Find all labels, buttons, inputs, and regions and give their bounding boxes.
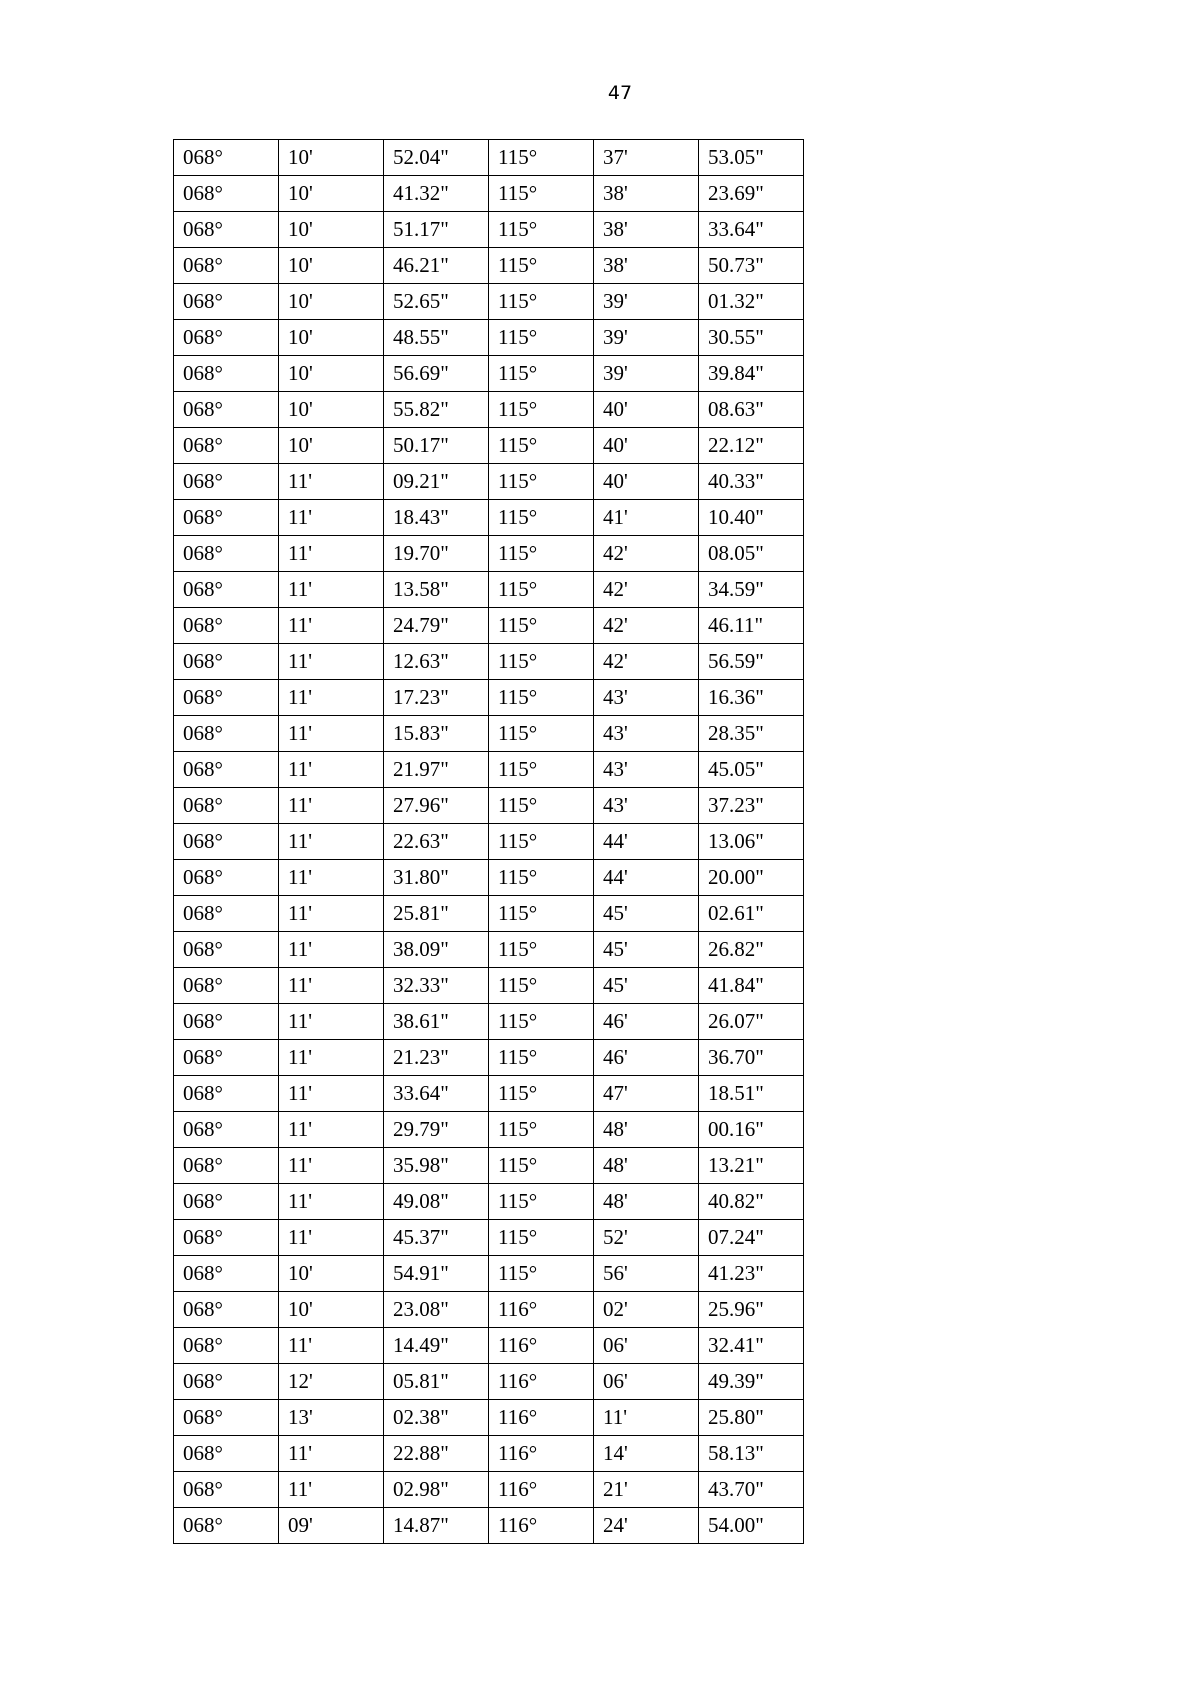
table-cell-lon-minutes: 43' [594,752,699,788]
table-cell-lat-minutes: 11' [279,464,384,500]
table-cell-lat-degrees: 068° [174,464,279,500]
table-cell-lon-degrees: 115° [489,932,594,968]
table-cell-lon-seconds: 41.23" [699,1256,804,1292]
table-row [174,932,804,968]
table-cell-lat-minutes: 11' [279,680,384,716]
table-cell-lat-degrees: 068° [174,572,279,608]
table-cell-lat-minutes: 11' [279,932,384,968]
table-cell-lat-minutes: 10' [279,392,384,428]
table-cell-lon-minutes: 41' [594,500,699,536]
table-cell-lon-seconds: 02.61" [699,896,804,932]
table-cell-lon-degrees: 115° [489,428,594,464]
table-cell-lat-degrees: 068° [174,1364,279,1400]
table-row [174,1004,804,1040]
table-cell-lon-minutes: 40' [594,428,699,464]
table-cell-lat-degrees: 068° [174,608,279,644]
table-cell-lon-minutes: 14' [594,1436,699,1472]
table-cell-lon-degrees: 115° [489,1076,594,1112]
table-cell-lon-minutes: 06' [594,1328,699,1364]
table-cell-lon-degrees: 115° [489,1040,594,1076]
table-cell-lon-seconds: 39.84" [699,356,804,392]
table-cell-lon-minutes: 44' [594,824,699,860]
table-cell-lon-minutes: 42' [594,572,699,608]
table-row [174,536,804,572]
table-cell-lat-degrees: 068° [174,1148,279,1184]
table-row [174,1040,804,1076]
table-cell-lon-degrees: 115° [489,860,594,896]
table-row [174,1328,804,1364]
table-cell-lon-minutes: 11' [594,1400,699,1436]
table-cell-lat-minutes: 10' [279,140,384,176]
table-row [174,608,804,644]
table-cell-lon-seconds: 26.07" [699,1004,804,1040]
table-cell-lat-seconds: 51.17" [384,212,489,248]
table-cell-lon-minutes: 38' [594,248,699,284]
table-cell-lon-minutes: 02' [594,1292,699,1328]
table-cell-lat-seconds: 54.91" [384,1256,489,1292]
table-cell-lat-seconds: 38.61" [384,1004,489,1040]
table-cell-lon-seconds: 58.13" [699,1436,804,1472]
table-cell-lat-seconds: 14.49" [384,1328,489,1364]
table-cell-lon-degrees: 115° [489,284,594,320]
table-cell-lat-degrees: 068° [174,860,279,896]
table-cell-lat-seconds: 55.82" [384,392,489,428]
table-cell-lon-degrees: 115° [489,392,594,428]
table-row [174,140,804,176]
table-cell-lon-minutes: 42' [594,536,699,572]
table-cell-lat-minutes: 11' [279,608,384,644]
table-cell-lon-degrees: 115° [489,572,594,608]
table-cell-lon-seconds: 45.05" [699,752,804,788]
table-cell-lat-seconds: 09.21" [384,464,489,500]
table-row [174,752,804,788]
table-cell-lat-minutes: 11' [279,644,384,680]
table-cell-lat-seconds: 41.32" [384,176,489,212]
table-cell-lat-degrees: 068° [174,140,279,176]
table-cell-lat-minutes: 11' [279,968,384,1004]
table-cell-lon-minutes: 47' [594,1076,699,1112]
table-row [174,284,804,320]
table-row [174,248,804,284]
table-cell-lon-seconds: 13.21" [699,1148,804,1184]
table-cell-lat-seconds: 45.37" [384,1220,489,1256]
table-cell-lon-degrees: 115° [489,536,594,572]
table-row [174,896,804,932]
table-cell-lon-minutes: 48' [594,1148,699,1184]
table-cell-lon-degrees: 115° [489,1256,594,1292]
table-cell-lat-seconds: 46.21" [384,248,489,284]
table-row [174,572,804,608]
page-number: 47 [607,82,633,104]
table-cell-lon-seconds: 07.24" [699,1220,804,1256]
table-cell-lon-degrees: 115° [489,1184,594,1220]
table-cell-lon-seconds: 10.40" [699,500,804,536]
table-cell-lat-seconds: 50.17" [384,428,489,464]
table-cell-lon-degrees: 115° [489,752,594,788]
table-cell-lon-seconds: 40.33" [699,464,804,500]
table-cell-lat-minutes: 11' [279,752,384,788]
table-cell-lat-seconds: 25.81" [384,896,489,932]
table-cell-lat-minutes: 11' [279,1220,384,1256]
table-cell-lon-degrees: 116° [489,1508,594,1544]
table-cell-lon-seconds: 54.00" [699,1508,804,1544]
table-cell-lon-minutes: 42' [594,644,699,680]
table-cell-lon-degrees: 115° [489,896,594,932]
table-cell-lon-seconds: 23.69" [699,176,804,212]
table-cell-lon-degrees: 115° [489,680,594,716]
table-cell-lon-seconds: 43.70" [699,1472,804,1508]
table-cell-lon-minutes: 43' [594,716,699,752]
table-cell-lon-degrees: 115° [489,1220,594,1256]
table-cell-lat-minutes: 12' [279,1364,384,1400]
table-row [174,1364,804,1400]
table-cell-lat-degrees: 068° [174,176,279,212]
table-cell-lat-degrees: 068° [174,824,279,860]
table-row [174,176,804,212]
table-cell-lat-seconds: 38.09" [384,932,489,968]
table-cell-lon-seconds: 34.59" [699,572,804,608]
table-cell-lon-seconds: 18.51" [699,1076,804,1112]
table-cell-lat-seconds: 19.70" [384,536,489,572]
table-row [174,968,804,1004]
table-cell-lat-minutes: 11' [279,1184,384,1220]
table-cell-lat-degrees: 068° [174,716,279,752]
table-cell-lat-degrees: 068° [174,896,279,932]
table-cell-lat-degrees: 068° [174,1508,279,1544]
table-cell-lon-seconds: 56.59" [699,644,804,680]
table-cell-lon-degrees: 116° [489,1472,594,1508]
table-cell-lat-degrees: 068° [174,968,279,1004]
table-row [174,680,804,716]
table-cell-lon-minutes: 48' [594,1112,699,1148]
table-cell-lat-degrees: 068° [174,320,279,356]
table-cell-lat-degrees: 068° [174,1436,279,1472]
table-cell-lat-seconds: 02.98" [384,1472,489,1508]
table-cell-lon-seconds: 20.00" [699,860,804,896]
table-cell-lon-minutes: 43' [594,788,699,824]
table-cell-lon-seconds: 32.41" [699,1328,804,1364]
table-cell-lat-degrees: 068° [174,1400,279,1436]
table-cell-lon-seconds: 37.23" [699,788,804,824]
table-cell-lon-seconds: 28.35" [699,716,804,752]
table-cell-lat-degrees: 068° [174,1112,279,1148]
table-cell-lat-seconds: 22.63" [384,824,489,860]
table-cell-lon-minutes: 43' [594,680,699,716]
table-cell-lat-seconds: 49.08" [384,1184,489,1220]
table-cell-lat-seconds: 52.04" [384,140,489,176]
table-cell-lat-seconds: 12.63" [384,644,489,680]
table-cell-lat-seconds: 27.96" [384,788,489,824]
table-cell-lat-seconds: 35.98" [384,1148,489,1184]
table-cell-lon-seconds: 53.05" [699,140,804,176]
table-cell-lon-seconds: 01.32" [699,284,804,320]
table-cell-lat-degrees: 068° [174,1328,279,1364]
table-row [174,464,804,500]
table-cell-lon-degrees: 115° [489,320,594,356]
table-cell-lat-minutes: 11' [279,536,384,572]
table-row [174,392,804,428]
table-cell-lon-seconds: 30.55" [699,320,804,356]
table-cell-lon-seconds: 36.70" [699,1040,804,1076]
table-cell-lat-degrees: 068° [174,248,279,284]
table-cell-lon-degrees: 115° [489,140,594,176]
table-cell-lon-seconds: 33.64" [699,212,804,248]
table-cell-lat-minutes: 11' [279,824,384,860]
table-cell-lat-minutes: 11' [279,1436,384,1472]
table-cell-lat-minutes: 11' [279,1040,384,1076]
table-cell-lat-seconds: 24.79" [384,608,489,644]
table-row [174,1112,804,1148]
table-cell-lon-seconds: 25.80" [699,1400,804,1436]
table-row [174,1472,804,1508]
table-cell-lat-seconds: 48.55" [384,320,489,356]
table-cell-lat-degrees: 068° [174,1040,279,1076]
table-row [174,428,804,464]
table-cell-lat-seconds: 22.88" [384,1436,489,1472]
table-cell-lat-degrees: 068° [174,536,279,572]
table-cell-lon-minutes: 45' [594,896,699,932]
table-cell-lon-degrees: 116° [489,1364,594,1400]
table-cell-lon-degrees: 115° [489,1112,594,1148]
table-row [174,1400,804,1436]
table-cell-lat-minutes: 10' [279,176,384,212]
table-cell-lat-degrees: 068° [174,788,279,824]
table-cell-lon-degrees: 115° [489,824,594,860]
table-cell-lon-minutes: 38' [594,176,699,212]
table-cell-lon-seconds: 16.36" [699,680,804,716]
table-cell-lat-minutes: 11' [279,500,384,536]
table-cell-lon-degrees: 115° [489,788,594,824]
table-cell-lat-seconds: 15.83" [384,716,489,752]
table-cell-lat-minutes: 11' [279,896,384,932]
table-cell-lon-seconds: 50.73" [699,248,804,284]
table-cell-lat-minutes: 11' [279,1112,384,1148]
table-cell-lat-degrees: 068° [174,392,279,428]
table-cell-lat-degrees: 068° [174,1220,279,1256]
table-cell-lat-degrees: 068° [174,500,279,536]
table-cell-lon-minutes: 46' [594,1004,699,1040]
table-cell-lat-minutes: 10' [279,356,384,392]
table-cell-lon-degrees: 115° [489,176,594,212]
table-cell-lat-minutes: 11' [279,1328,384,1364]
table-cell-lat-degrees: 068° [174,1076,279,1112]
table-row [174,356,804,392]
table-cell-lon-degrees: 116° [489,1400,594,1436]
table-cell-lon-degrees: 115° [489,356,594,392]
table-cell-lon-seconds: 13.06" [699,824,804,860]
table-cell-lon-minutes: 39' [594,284,699,320]
table-cell-lon-degrees: 115° [489,644,594,680]
table-cell-lon-seconds: 41.84" [699,968,804,1004]
table-cell-lat-minutes: 11' [279,572,384,608]
table-cell-lat-degrees: 068° [174,284,279,320]
table-row [174,1436,804,1472]
table-cell-lat-seconds: 18.43" [384,500,489,536]
table-cell-lat-minutes: 10' [279,284,384,320]
table-cell-lat-degrees: 068° [174,428,279,464]
table-row [174,716,804,752]
table-cell-lat-seconds: 31.80" [384,860,489,896]
table-row [174,824,804,860]
table-cell-lat-seconds: 29.79" [384,1112,489,1148]
table-cell-lon-degrees: 115° [489,464,594,500]
table-cell-lon-degrees: 115° [489,608,594,644]
table-cell-lon-degrees: 115° [489,1148,594,1184]
table-cell-lat-seconds: 05.81" [384,1364,489,1400]
table-cell-lat-minutes: 13' [279,1400,384,1436]
table-cell-lat-minutes: 10' [279,428,384,464]
table-cell-lon-seconds: 22.12" [699,428,804,464]
table-row [174,1076,804,1112]
table-cell-lat-degrees: 068° [174,752,279,788]
table-row [174,1220,804,1256]
table-cell-lon-degrees: 115° [489,968,594,1004]
table-cell-lon-minutes: 39' [594,356,699,392]
table-cell-lat-seconds: 02.38" [384,1400,489,1436]
table-cell-lat-minutes: 11' [279,716,384,752]
table-cell-lon-seconds: 00.16" [699,1112,804,1148]
table-cell-lat-degrees: 068° [174,1184,279,1220]
table-cell-lon-degrees: 115° [489,500,594,536]
table-row [174,1184,804,1220]
table-cell-lon-seconds: 40.82" [699,1184,804,1220]
table-cell-lon-minutes: 48' [594,1184,699,1220]
table-cell-lat-minutes: 10' [279,1292,384,1328]
table-cell-lat-minutes: 10' [279,248,384,284]
table-cell-lon-minutes: 45' [594,932,699,968]
table-cell-lon-degrees: 116° [489,1292,594,1328]
table-cell-lon-minutes: 06' [594,1364,699,1400]
table-row [174,1148,804,1184]
table-cell-lon-minutes: 37' [594,140,699,176]
table-cell-lat-degrees: 068° [174,356,279,392]
table-cell-lat-minutes: 11' [279,1004,384,1040]
table-cell-lon-minutes: 38' [594,212,699,248]
table-cell-lat-seconds: 32.33" [384,968,489,1004]
coordinates-table [173,139,804,1544]
table-row [174,1292,804,1328]
table-cell-lat-seconds: 21.23" [384,1040,489,1076]
table-cell-lon-minutes: 40' [594,464,699,500]
table-cell-lat-minutes: 11' [279,860,384,896]
table-cell-lat-seconds: 21.97" [384,752,489,788]
table-cell-lat-degrees: 068° [174,932,279,968]
table-cell-lat-degrees: 068° [174,1472,279,1508]
table-cell-lat-seconds: 33.64" [384,1076,489,1112]
table-cell-lat-minutes: 11' [279,1148,384,1184]
table-cell-lon-seconds: 25.96" [699,1292,804,1328]
table-cell-lon-minutes: 52' [594,1220,699,1256]
table-cell-lon-minutes: 42' [594,608,699,644]
table-row [174,1508,804,1544]
table-cell-lat-seconds: 17.23" [384,680,489,716]
table-cell-lat-seconds: 13.58" [384,572,489,608]
table-cell-lon-minutes: 39' [594,320,699,356]
table-cell-lat-minutes: 10' [279,320,384,356]
table-row [174,212,804,248]
table-cell-lon-seconds: 46.11" [699,608,804,644]
table-cell-lat-seconds: 52.65" [384,284,489,320]
table-row [174,644,804,680]
coordinates-table-body [174,140,804,1544]
table-cell-lon-minutes: 24' [594,1508,699,1544]
table-cell-lon-minutes: 44' [594,860,699,896]
table-cell-lat-seconds: 56.69" [384,356,489,392]
table-row [174,500,804,536]
table-cell-lon-minutes: 40' [594,392,699,428]
table-cell-lat-minutes: 11' [279,1076,384,1112]
table-cell-lat-minutes: 09' [279,1508,384,1544]
table-cell-lat-minutes: 10' [279,1256,384,1292]
table-cell-lat-seconds: 14.87" [384,1508,489,1544]
table-row [174,788,804,824]
table-cell-lon-seconds: 26.82" [699,932,804,968]
table-cell-lon-minutes: 46' [594,1040,699,1076]
table-cell-lon-seconds: 08.05" [699,536,804,572]
table-cell-lat-degrees: 068° [174,1004,279,1040]
table-cell-lat-degrees: 068° [174,644,279,680]
table-cell-lon-minutes: 45' [594,968,699,1004]
table-cell-lat-degrees: 068° [174,680,279,716]
table-cell-lat-minutes: 10' [279,212,384,248]
table-cell-lon-degrees: 116° [489,1436,594,1472]
table-cell-lon-minutes: 56' [594,1256,699,1292]
table-cell-lon-seconds: 49.39" [699,1364,804,1400]
table-cell-lon-minutes: 21' [594,1472,699,1508]
table-cell-lon-degrees: 115° [489,716,594,752]
table-cell-lat-degrees: 068° [174,212,279,248]
table-cell-lon-degrees: 116° [489,1328,594,1364]
table-cell-lat-degrees: 068° [174,1292,279,1328]
table-row [174,320,804,356]
table-cell-lon-degrees: 115° [489,212,594,248]
table-cell-lat-seconds: 23.08" [384,1292,489,1328]
table-cell-lat-minutes: 11' [279,788,384,824]
table-cell-lon-seconds: 08.63" [699,392,804,428]
table-cell-lat-minutes: 11' [279,1472,384,1508]
table-cell-lat-degrees: 068° [174,1256,279,1292]
table-cell-lon-degrees: 115° [489,1004,594,1040]
table-cell-lon-degrees: 115° [489,248,594,284]
table-row [174,860,804,896]
table-row [174,1256,804,1292]
